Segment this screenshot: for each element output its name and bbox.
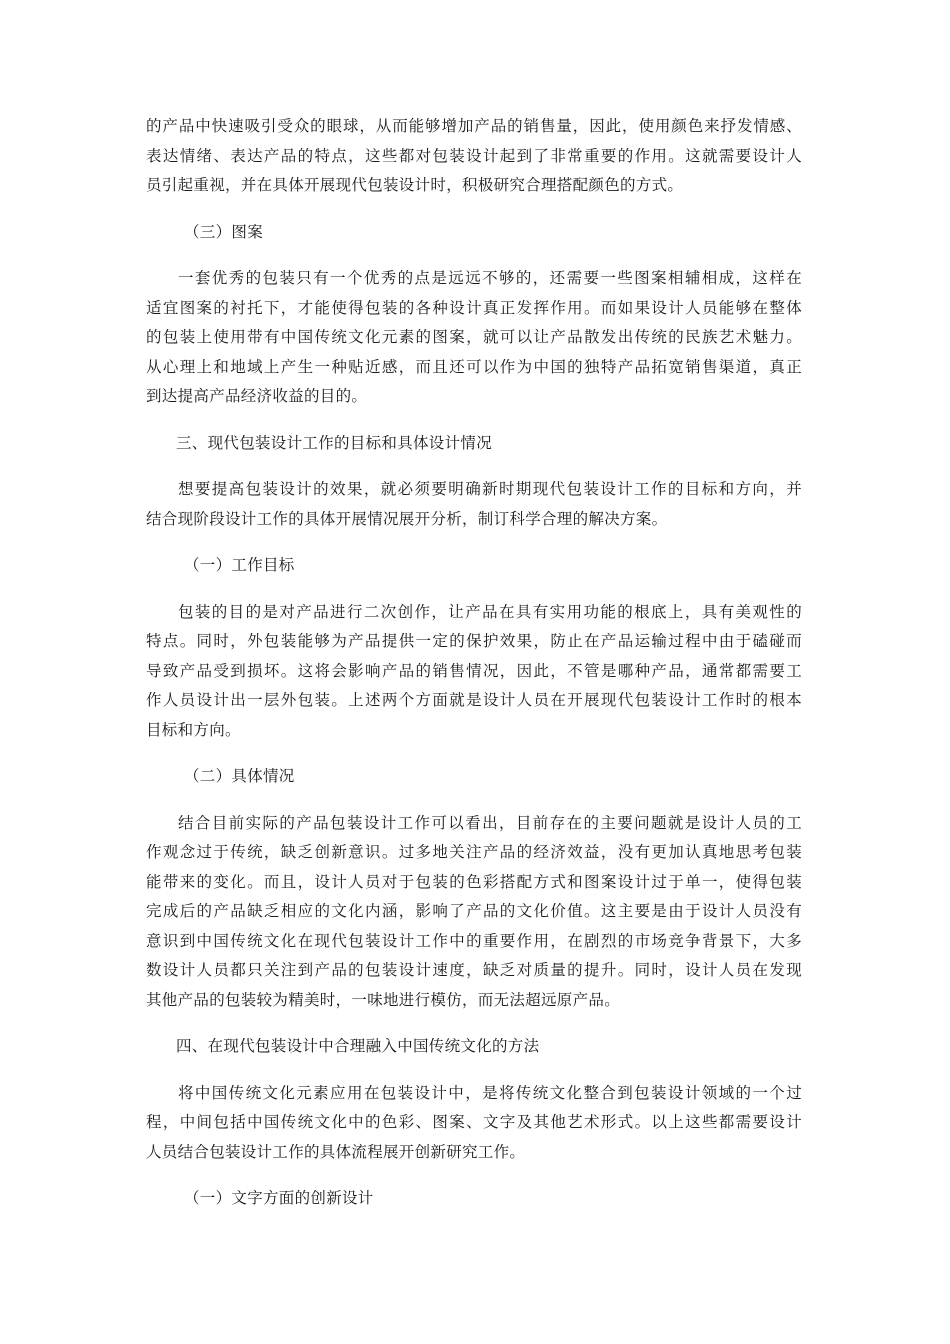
- subheading-work-goal: （一）工作目标: [184, 556, 295, 574]
- text-line: 作人员设计出一层外包装。上述两个方面就是设计人员在开展现代包装设计工作时的根本: [146, 691, 802, 709]
- text-line: 特点。同时，外包装能够为产品提供一定的保护效果，防止在产品运输过程中由于磕碰而: [146, 632, 802, 650]
- text-line: 包装的目的是对产品进行二次创作，让产品在具有实用功能的根底上，具有美观性的: [178, 602, 802, 621]
- text-line: 结合现阶段设计工作的具体开展情况展开分析，制订科学合理的解决方案。: [146, 509, 668, 528]
- text-line: 人员结合包装设计工作的具体流程展开创新研究工作。: [146, 1142, 526, 1161]
- text-line: 一套优秀的包装只有一个优秀的点是远远不够的，还需要一些图案相辅相成，这样在: [178, 269, 802, 287]
- text-line: 适宜图案的衬托下，才能使得包装的各种设计真正发挥作用。而如果设计人员能够在整体: [146, 298, 802, 317]
- text-line: 目标和方向。: [146, 720, 241, 739]
- document-page: [146, 112, 802, 1214]
- text-line: 能带来的变化。而且，设计人员对于包装的色彩搭配方式和图案设计过于单一，使得包装: [146, 872, 802, 891]
- text-line: 完成后的产品缺乏相应的文化内涵，影响了产品的文化价值。这主要是由于设计人员没有: [146, 902, 802, 920]
- paragraph-situation: [146, 809, 802, 1016]
- text-line: 结合目前实际的产品包装设计工作可以看出，目前存在的主要问题就是设计人员的工: [178, 813, 802, 832]
- text-line: 导致产品受到损坏。这将会影响产品的销售情况，因此，不管是哪种产品，通常都需要工: [146, 661, 802, 680]
- text-line: 表达情绪、表达产品的特点，这些都对包装设计起到了非常重要的作用。这就需要设计人: [146, 146, 802, 165]
- paragraph-goals-intro: [146, 475, 802, 534]
- text-line: 程，中间包括中国传统文化中的色彩、图案、文字及其他艺术形式。以上这些都需要设计: [146, 1113, 802, 1131]
- paragraph-color-continuation: [146, 112, 802, 201]
- text-line: 作观念过于传统，缺乏创新意识。过多地关注产品的经济效益，没有更加认真地思考包装: [146, 843, 802, 861]
- text-line: 其他产品的包装较为精美时，一味地进行模仿，而无法超远原产品。: [146, 990, 621, 1009]
- subheading-situation: （二）具体情况: [184, 767, 295, 785]
- paragraph-work-goal: [146, 598, 802, 746]
- subheading-text-design: （一）文字方面的创新设计: [184, 1189, 374, 1207]
- text-line: 到达提高产品经济收益的目的。: [146, 387, 368, 405]
- section-heading-3: 三、现代包装设计工作的目标和具体设计情况: [176, 433, 493, 452]
- paragraph-methods: [146, 1079, 802, 1168]
- text-line: 数设计人员都只关注到产品的包装设计速度，缺乏对质量的提升。同时，设计人员在发现: [146, 961, 802, 979]
- text-line: 员引起重视，并在具体开展现代包装设计时，积极研究合理搭配颜色的方式。: [146, 176, 684, 194]
- text-line: 意识到中国传统文化在现代包装设计工作中的重要作用，在剧烈的市场竞争背景下，大多: [146, 931, 802, 950]
- text-line: 的包装上使用带有中国传统文化元素的图案，就可以让产品散发出传统的民族艺术魅力。: [146, 328, 802, 346]
- text-line: 的产品中快速吸引受众的眼球，从而能够增加产品的销售量，因此，使用颜色来抒发情感、: [146, 117, 802, 135]
- paragraph-pattern: [146, 264, 802, 412]
- text-line: 从心理上和地域上产生一种贴近感，而且还可以作为中国的独特产品拓宽销售渠道，真正: [146, 357, 802, 376]
- section-heading-4: 四、在现代包装设计中合理融入中国传统文化的方法: [176, 1037, 540, 1055]
- text-line: 将中国传统文化元素应用在包装设计中，是将传统文化整合到包装设计领域的一个过: [178, 1083, 802, 1102]
- text-line: 想要提高包装设计的效果，就必须要明确新时期现代包装设计工作的目标和方向，并: [178, 480, 802, 498]
- subheading-pattern: （三）图案: [184, 222, 264, 241]
